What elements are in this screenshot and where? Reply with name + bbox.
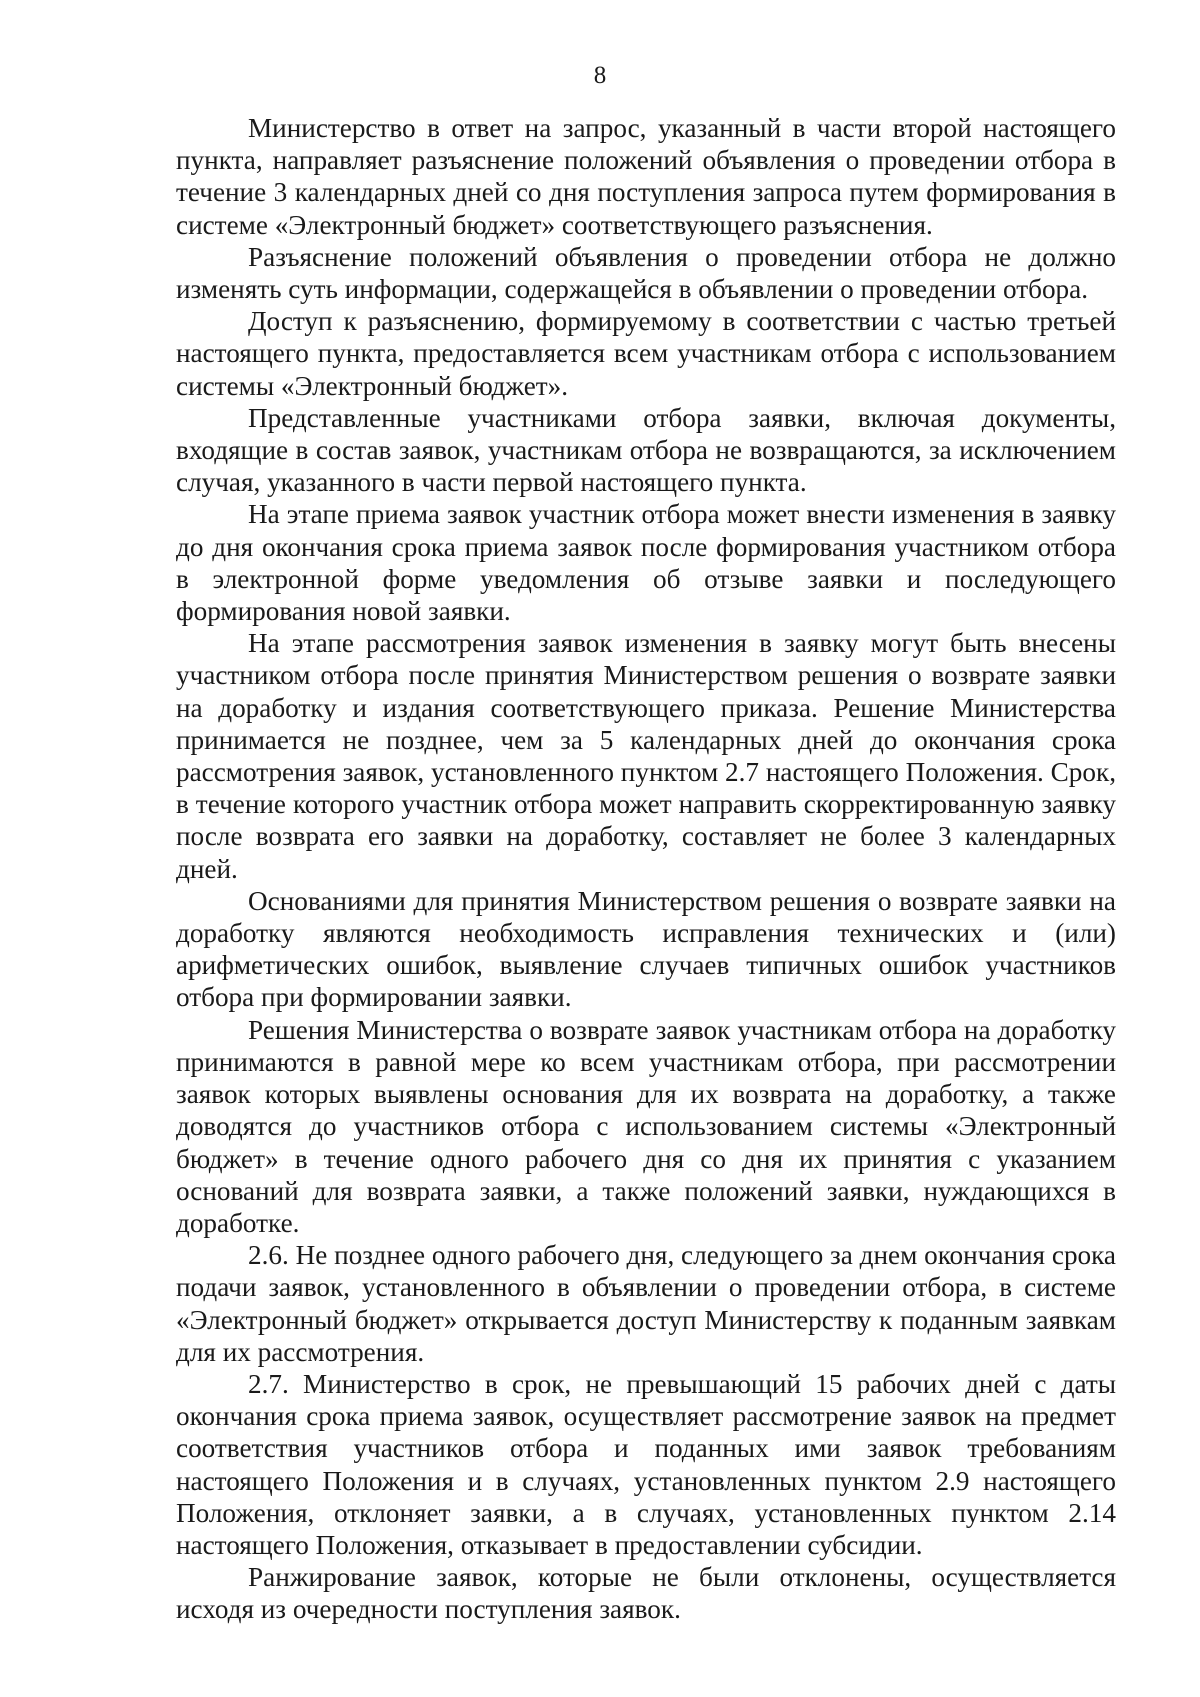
paragraph: Министерство в ответ на запрос, указанный в части второй настоящего пункта, направляет разъяснение положений объявления о проведении отбора в течение 3 календарных дней со дня поступления запроса путем формирования в системе «Электронный бюджет» соответствующего разъяснения. [176, 113, 1116, 240]
paragraph: Решения Министерства о возврате заявок участникам отбора на доработку принимаются в равной мере ко всем участникам отбора, при рассмотрении заявок которых выявлены основания для их возврата на доработку, а также доводятся до участников отбора с использованием системы «Электронный бюджет» в течение одного рабочего дня со дня их принятия с указанием оснований для возврата заявки, а также положений заявки, нуждающихся в доработке. [176, 1014, 1116, 1238]
paragraph: Разъяснение положений объявления о проведении отбора не должно изменять суть информации, содержащейся в объявлении о проведении отбора. [176, 241, 1116, 305]
paragraph: Основаниями для принятия Министерством решения о возврате заявки на доработку являются необходимость исправления технических и (или) арифметических ошибок, выявление случаев типичных ошибок участников отбора при формировании заявки. [176, 885, 1116, 1013]
document-body [176, 112, 1116, 1626]
paragraph: На этапе приема заявок участник отбора может внести изменения в заявку до дня окончания срока приема заявок после формирования участником отбора в электронной форме уведомления об отзыве заявки и последующего формирования новой заявки. [176, 499, 1116, 627]
paragraph: 2.7. Министерство в срок, не превышающий 15 рабочих дней с даты окончания срока приема заявок, осуществляет рассмотрение заявок на предмет соответствия участников отбора и поданных ими заявок требованиям настоящего Положения и в случаях, установленных пунктом 2.9 настоящего Положения, отклоняет заявки, а в случаях, установленных пунктом 2.14 настоящего Положения, отказывает в предоставлении субсидии. [176, 1368, 1116, 1560]
paragraph: Ранжирование заявок, которые не были отклонены, осуществляется исходя из очередности поступления заявок. [176, 1562, 1116, 1625]
paragraph: 2.6. Не позднее одного рабочего дня, следующего за днем окончания срока подачи заявок, установленного в объявлении о проведении отбора, в системе «Электронный бюджет» открывается доступ Министерству к поданным заявкам для их рассмотрения. [176, 1240, 1116, 1367]
paragraph: Представленные участниками отбора заявки, включая документы, входящие в состав заявок, участникам отбора не возвращаются, за исключением случая, указанного в части первой настоящего пункта. [176, 402, 1116, 498]
page-number: 8 [593, 62, 607, 89]
paragraph: Доступ к разъяснению, формируемому в соответствии с частью третьей настоящего пункта, предоставляется всем участникам отбора с использованием системы «Электронный бюджет». [176, 306, 1116, 401]
paragraph: На этапе рассмотрения заявок изменения в заявку могут быть внесены участником отбора после принятия Министерством решения о возврате заявки на доработку и издания соответствующего приказа. Решение Министерства принимается не позднее, чем за 5 календарных дней до окончания срока рассмотрения заявок, установленного пунктом 2.7 настоящего Положения. Срок, в течение которого участник отбора может направить скорректированную заявку после возврата его заявки на доработку, составляет не более 3 календарных дней. [176, 628, 1116, 884]
